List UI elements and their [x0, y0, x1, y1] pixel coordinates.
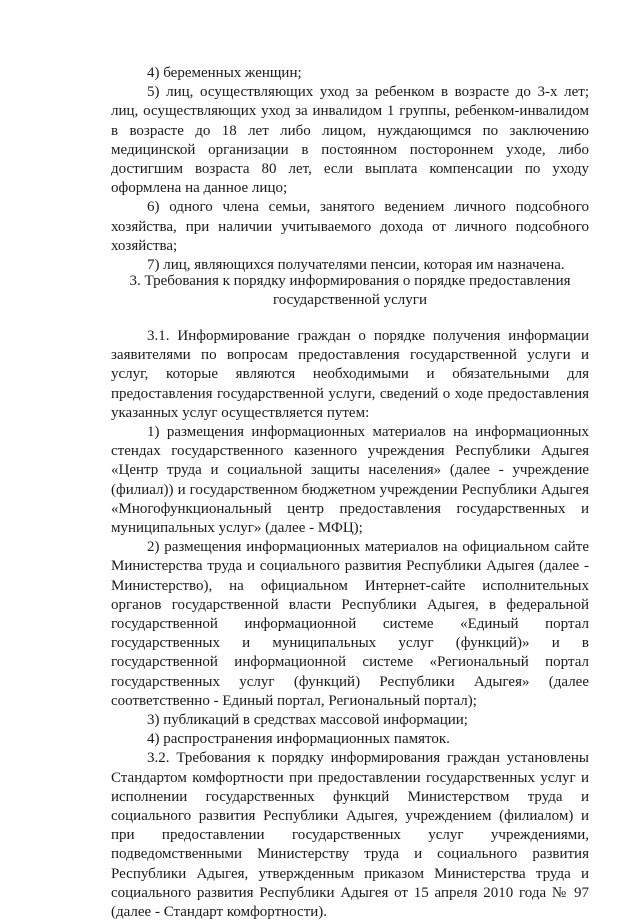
list-item: 3) публикаций в средствах массовой информации;: [147, 712, 468, 729]
list-item: 1) размещения информационных материалов на информационных стендах государственного казенного учреждения Республики Адыгея «Центр труда и социальной защиты населения» (далее - учреждение (филиал)) и государственном бюджетном учреждении Республики Адыгея «Многофункциональный центр предоставления государственных и муниципальных услуг» (далее - МФЦ);: [111, 424, 589, 537]
list-item: 4) распространения информационных памяток.: [147, 731, 450, 748]
eligible-persons-list: [111, 64, 589, 275]
list-item: 6) одного члена семьи, занятого ведением личного подсобного хозяйства, при наличии учитываемого дохода от личного подсобного хозяйства;: [111, 199, 589, 254]
section-heading: [111, 272, 589, 310]
list-item: 5) лиц, осуществляющих уход за ребенком в возрасте до 3-х лет; лиц, осуществляющих уход за инвалидом 1 группы, ребенком-инвалидом в возрасте до 18 лет либо лицом, нуждающимся по заключению медицинской организации в постоянном постороннем уходе, либо достигшим возраста 80 лет, если выплата компенсации по уходу оформлена на данное лицо;: [111, 84, 589, 197]
section-heading-line: государственной услуги: [273, 292, 427, 309]
section-body: [111, 327, 589, 922]
list-item: 4) беременных женщин;: [147, 65, 302, 81]
paragraph: 3.1. Информирование граждан о порядке получения информации заявителями по вопросам предоставления государственной услуги и услуг, которые являются необходимыми и обязательными для предоставления государственной услуги, сведений о ходе предоставления указанных услуг осуществляется путем:: [111, 328, 589, 421]
section-heading-line: 3. Требования к порядку информирования о порядке предоставления: [129, 273, 571, 289]
paragraph: 3.2. Требования к порядку информирования граждан установлены Стандартом комфортности при предоставлении государственных услуг и исполнении государственных функций Министерством труда и социального развития Республики Адыгея, учреждением (филиалом) и при предоставлении государственных услуг учреждениями, подведомственными Министерству труда и социального развития Республики Адыгея, утвержденным приказом Министерства труда и социального развития Республики Адыгея от 15 апреля 2010 года № 97 (далее - Стандарт комфортности).: [111, 750, 589, 921]
list-item: 2) размещения информационных материалов на официальном сайте Министерства труда и социального развития Республики Адыгея (далее - Министерство), на официальном Интернет-сайте исполнительных органов государственной власти Республики Адыгея, в федеральной государственной информационной системе «Единый портал государственных и муниципальных услуг (функций)» и в государственной информационной системе «Региональный портал государственных услуг (функций) Республики Адыгея» (далее соответственно - Единый портал, Региональный портал);: [111, 539, 589, 709]
list-item: 7) лиц, являющихся получателями пенсии, которая им назначена.: [147, 257, 565, 274]
